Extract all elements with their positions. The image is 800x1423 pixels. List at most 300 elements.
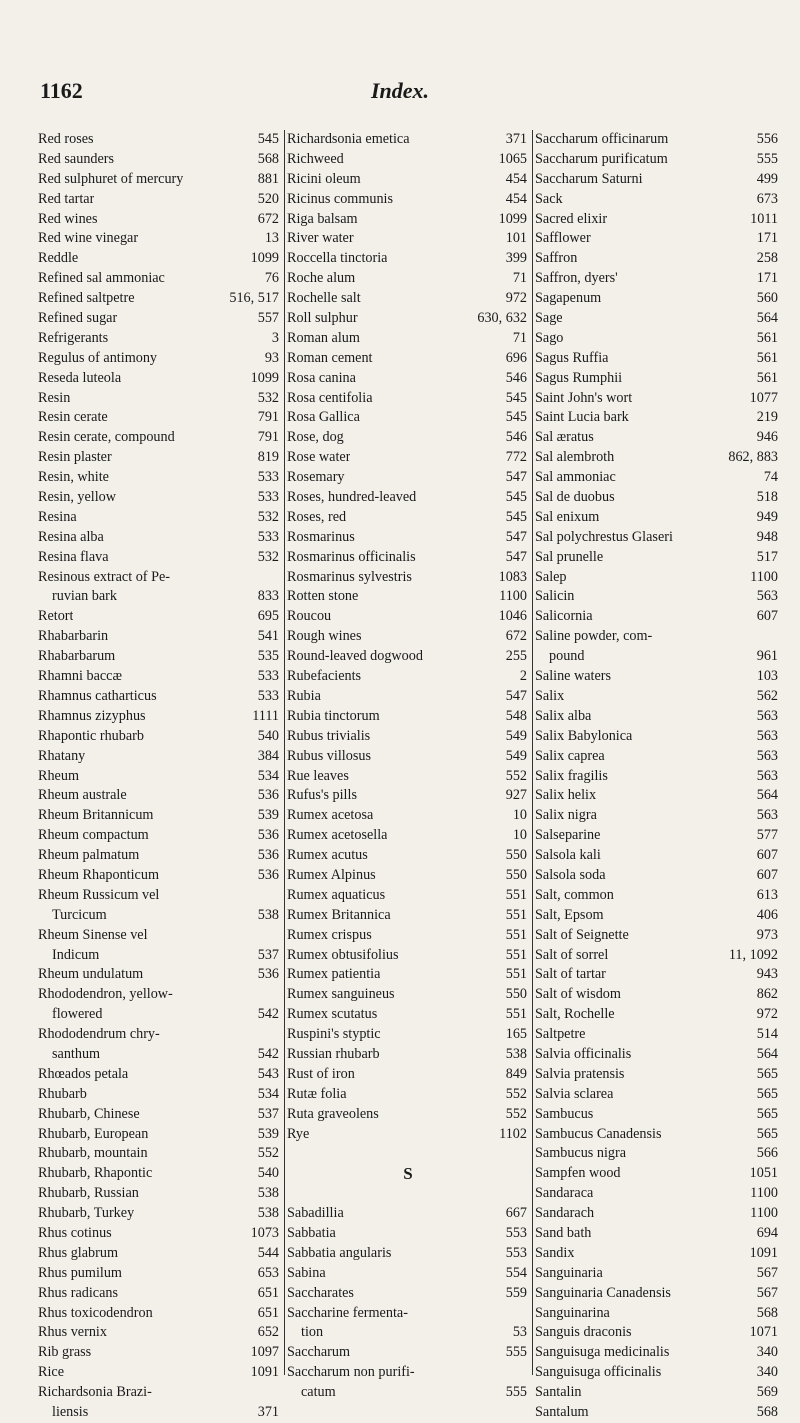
index-page-ref: 565 — [756, 1085, 778, 1102]
index-page-ref: 555 — [505, 1384, 527, 1401]
index-term: Rough wines — [287, 628, 362, 645]
index-term: Sandaraca — [535, 1185, 594, 1202]
index-entry — [38, 846, 284, 866]
index-page-ref: 565 — [756, 1065, 778, 1082]
index-term: Rib grass — [38, 1344, 92, 1361]
index-page-ref: 694 — [756, 1224, 778, 1241]
index-page-ref: 772 — [505, 449, 527, 466]
index-page-ref: 533 — [257, 489, 279, 506]
index-entry — [38, 329, 284, 349]
index-term: Sambucus — [535, 1105, 594, 1122]
index-entry — [532, 846, 780, 866]
index-term: tion — [301, 1324, 324, 1341]
index-entry — [284, 309, 532, 329]
index-entry — [532, 886, 780, 906]
index-entry — [532, 1085, 780, 1105]
column-divider — [284, 130, 285, 1375]
index-entry — [284, 886, 532, 906]
index-page-ref: 948 — [756, 528, 778, 545]
index-page-ref: 791 — [257, 409, 279, 426]
index-term: Rhus glabrum — [38, 1244, 118, 1261]
index-term: Rumex crispus — [287, 926, 372, 943]
index-entry — [532, 1264, 780, 1284]
index-entry — [38, 627, 284, 647]
index-entry — [284, 687, 532, 707]
index-page-ref: 568 — [756, 1404, 778, 1420]
index-page-ref: 819 — [257, 449, 279, 466]
index-page-ref: 862 — [756, 986, 778, 1003]
index-term: Rumex acutus — [287, 847, 368, 864]
index-entry — [284, 747, 532, 767]
index-page-ref: 539 — [257, 1125, 279, 1142]
index-term: Resin cerate, compound — [38, 429, 175, 446]
index-term: Indicum — [52, 946, 100, 963]
index-page-ref: 569 — [756, 1384, 778, 1401]
index-page-ref: 535 — [257, 648, 279, 665]
index-entry — [284, 906, 532, 926]
index-entry — [532, 1304, 780, 1324]
index-term: Saccharum officinarum — [535, 131, 669, 147]
index-entry — [532, 329, 780, 349]
index-term: Resina — [38, 508, 77, 525]
index-term: Rumex sanguineus — [287, 986, 395, 1003]
index-page-ref: 551 — [505, 946, 527, 963]
index-page-ref: 2 — [519, 668, 527, 685]
index-entry-continuation — [532, 647, 780, 667]
index-page-ref: 514 — [756, 1026, 778, 1043]
index-page-ref: 533 — [257, 668, 279, 685]
index-term: Rumex scutatus — [287, 1006, 378, 1023]
index-entry — [38, 806, 284, 826]
index-page-ref: 613 — [756, 886, 778, 903]
index-entry — [38, 747, 284, 767]
index-page-ref: 546 — [505, 369, 527, 386]
index-term: Salsola soda — [535, 866, 606, 883]
index-page-ref: 93 — [264, 349, 279, 366]
index-entry — [284, 448, 532, 468]
index-page-ref: 103 — [756, 668, 778, 685]
index-term: Rheum Rhaponticum — [38, 866, 159, 883]
index-column-3 — [532, 130, 780, 1420]
index-entry — [284, 428, 532, 448]
index-term: Rye — [287, 1125, 310, 1142]
index-page-ref: 536 — [257, 827, 279, 844]
index-term: Roll sulphur — [287, 310, 358, 327]
index-entry — [532, 786, 780, 806]
index-entry — [284, 1363, 532, 1383]
index-entry — [532, 727, 780, 747]
index-page-ref: 672 — [505, 628, 527, 645]
index-term: Rubus villosus — [287, 747, 371, 764]
index-page-ref: 630, 632 — [477, 310, 527, 327]
index-entry — [38, 210, 284, 230]
index-term: Refined sal ammoniac — [38, 270, 165, 287]
index-page-ref: 1091 — [250, 1364, 279, 1381]
index-term: Sage — [535, 310, 563, 327]
index-page-ref: 791 — [257, 429, 279, 446]
index-term: Resina flava — [38, 548, 109, 565]
index-term: Salix Babylonica — [535, 727, 633, 744]
index-page-ref: 562 — [756, 687, 778, 704]
index-page-ref: 652 — [257, 1324, 279, 1341]
index-term: Rosmarinus — [287, 528, 355, 545]
index-page-ref: 518 — [756, 489, 778, 506]
index-term: Salvia officinalis — [535, 1045, 632, 1062]
index-entry — [38, 1204, 284, 1224]
index-entry — [284, 249, 532, 269]
index-page-ref: 565 — [756, 1125, 778, 1142]
index-term: Rhus vernix — [38, 1324, 107, 1341]
index-page-ref: 563 — [756, 707, 778, 724]
index-term: Sago — [535, 329, 564, 346]
index-entry — [284, 1045, 532, 1065]
index-page-ref: 10 — [512, 807, 527, 824]
index-page-ref: 862, 883 — [728, 449, 778, 466]
index-entry — [284, 1224, 532, 1244]
index-page-ref: 10 — [512, 827, 527, 844]
index-term: Rumex acetosa — [287, 807, 374, 824]
index-page-ref: 554 — [505, 1264, 527, 1281]
index-term: Rhatany — [38, 747, 86, 764]
index-page-ref: 563 — [756, 747, 778, 764]
index-entry — [532, 1164, 780, 1184]
index-entry — [38, 150, 284, 170]
index-entry — [532, 1025, 780, 1045]
index-page-ref: 545 — [257, 131, 279, 147]
index-term: Rheum australe — [38, 787, 127, 804]
index-page-ref: 551 — [505, 886, 527, 903]
index-entry — [284, 965, 532, 985]
index-page-ref: 553 — [505, 1244, 527, 1261]
index-page-ref: 1051 — [749, 1165, 778, 1182]
index-page-ref: 371 — [257, 1404, 279, 1420]
index-page-ref: 563 — [756, 588, 778, 605]
index-term: Salt, Rochelle — [535, 1006, 615, 1023]
index-entry — [532, 1343, 780, 1363]
index-page-ref: 533 — [257, 528, 279, 545]
index-entry — [284, 488, 532, 508]
index-entry — [284, 269, 532, 289]
index-entry — [284, 607, 532, 627]
index-entry — [532, 150, 780, 170]
index-term: Sabadillia — [287, 1205, 344, 1222]
index-term: Saline powder, com- — [535, 628, 653, 645]
index-term: Retort — [38, 608, 74, 625]
index-term: Red roses — [38, 131, 94, 147]
index-page-ref: 1099 — [250, 250, 279, 267]
index-entry — [532, 130, 780, 150]
index-entry — [38, 1125, 284, 1145]
index-entry — [38, 269, 284, 289]
index-page-ref: 552 — [257, 1145, 279, 1162]
index-term: Resin plaster — [38, 449, 112, 466]
index-page-ref: 607 — [756, 866, 778, 883]
index-term: Saccharum purificatum — [535, 150, 668, 167]
index-term: Salt of Seignette — [535, 926, 629, 943]
index-entry — [532, 1284, 780, 1304]
index-term: Sal de duobus — [535, 489, 615, 506]
index-term: Rosmarinus officinalis — [287, 548, 416, 565]
index-term: Resin, yellow — [38, 489, 117, 506]
index-term: Rheum palmatum — [38, 847, 140, 864]
index-page-ref: 258 — [756, 250, 778, 267]
index-term: Riga balsam — [287, 210, 358, 227]
index-entry — [38, 488, 284, 508]
index-entry — [284, 170, 532, 190]
index-entry — [38, 528, 284, 548]
index-page-ref: 454 — [505, 170, 527, 187]
index-entry — [284, 548, 532, 568]
index-entry — [38, 786, 284, 806]
index-term: Rose water — [287, 449, 351, 466]
index-page-ref: 568 — [257, 150, 279, 167]
index-page-ref: 540 — [257, 727, 279, 744]
index-entry — [532, 627, 780, 647]
index-entry — [532, 687, 780, 707]
index-term: Sambucus Canadensis — [535, 1125, 662, 1142]
index-entry — [38, 826, 284, 846]
index-page-ref: 340 — [756, 1344, 778, 1361]
index-term: Resina alba — [38, 528, 104, 545]
index-page-ref: 533 — [257, 687, 279, 704]
index-entry — [38, 1184, 284, 1204]
index-term: Salicornia — [535, 608, 593, 625]
index-term: Salt, common — [535, 886, 614, 903]
index-term: Sagus Ruffia — [535, 349, 609, 366]
index-entry — [284, 130, 532, 150]
index-term: Salvia pratensis — [535, 1065, 625, 1082]
index-page-ref: 517 — [756, 548, 778, 565]
index-page-ref: 1071 — [749, 1324, 778, 1341]
index-term: Safflower — [535, 230, 591, 247]
index-term: Red wine vinegar — [38, 230, 139, 247]
index-page-ref: 533 — [257, 469, 279, 486]
index-page-ref: 76 — [264, 270, 279, 287]
index-entry — [284, 508, 532, 528]
index-term: Rust of iron — [287, 1065, 355, 1082]
index-term: Rhamnus zizyphus — [38, 707, 146, 724]
index-entry — [38, 1343, 284, 1363]
index-term: Sandix — [535, 1244, 575, 1261]
index-entry — [38, 349, 284, 369]
index-entry — [38, 1224, 284, 1244]
index-term: Salt of sorrel — [535, 946, 609, 963]
index-page-ref: 564 — [756, 310, 778, 327]
index-term: Rhabarbarin — [38, 628, 109, 645]
index-term: Rhapontic rhubarb — [38, 727, 144, 744]
index-term: Rutæ folia — [287, 1085, 347, 1102]
index-entry — [532, 1403, 780, 1423]
index-term: Rhabarbarum — [38, 648, 116, 665]
index-page-ref: 454 — [505, 190, 527, 207]
index-page-ref: 384 — [257, 747, 279, 764]
index-entry — [532, 528, 780, 548]
index-entry — [532, 1224, 780, 1244]
index-entry — [284, 1065, 532, 1085]
column-divider — [532, 130, 533, 1375]
index-term: Sanguinaria — [535, 1264, 603, 1281]
index-term: Rumex aquaticus — [287, 886, 386, 903]
index-page-ref: 545 — [505, 409, 527, 426]
index-term: Red wines — [38, 210, 98, 227]
index-term: Salix caprea — [535, 747, 605, 764]
index-page-ref: 547 — [505, 548, 527, 565]
index-entry — [284, 1264, 532, 1284]
index-entry — [284, 528, 532, 548]
index-term: Rhubarb, Rhapontic — [38, 1165, 153, 1182]
index-term: Resinous extract of Pe- — [38, 568, 170, 585]
index-entry — [38, 985, 284, 1005]
index-entry — [532, 946, 780, 966]
index-term: Sanguinarina — [535, 1304, 610, 1321]
index-entry — [284, 587, 532, 607]
index-term: Salvia sclarea — [535, 1085, 614, 1102]
index-term: Rumex obtusifolius — [287, 946, 399, 963]
index-term: Rhubarb, Russian — [38, 1185, 139, 1202]
index-entry — [284, 190, 532, 210]
index-entry — [532, 369, 780, 389]
index-entry-continuation — [284, 1383, 532, 1403]
index-term: Salt of tartar — [535, 966, 606, 983]
index-term: Red saunders — [38, 150, 115, 167]
index-entry — [532, 1244, 780, 1264]
index-page-ref: 927 — [505, 787, 527, 804]
index-page-ref: 1099 — [250, 369, 279, 386]
index-entry — [532, 548, 780, 568]
index-term: Rhubarb, Turkey — [38, 1205, 135, 1222]
index-entry-continuation — [38, 1045, 284, 1065]
index-term: Sandarach — [535, 1205, 595, 1222]
index-page-ref: 1111 — [252, 707, 279, 724]
index-entry — [532, 408, 780, 428]
index-column-2 — [284, 130, 532, 1401]
index-entry — [284, 826, 532, 846]
index-page-ref: 542 — [257, 1045, 279, 1062]
index-term: Roccella tinctoria — [287, 250, 388, 267]
index-term: Sal ammoniac — [535, 469, 616, 486]
index-term: Saccharates — [287, 1284, 354, 1301]
index-term: Saint John's wort — [535, 389, 633, 406]
index-entry — [38, 866, 284, 886]
index-term: Rhamni baccæ — [38, 668, 122, 685]
index-entry — [38, 667, 284, 687]
index-term: Rubia tinctorum — [287, 707, 380, 724]
index-term: Rhododendron, yellow- — [38, 986, 173, 1003]
index-page-ref: 550 — [505, 847, 527, 864]
index-term: Rotten stone — [287, 588, 359, 605]
index-term: Saline waters — [535, 668, 612, 685]
index-entry — [532, 1105, 780, 1125]
index-term: Rochelle salt — [287, 290, 361, 307]
index-term: Rhus toxicodendron — [38, 1304, 153, 1321]
index-entry — [38, 607, 284, 627]
index-entry — [532, 1005, 780, 1025]
index-page-ref: 564 — [756, 1045, 778, 1062]
index-term: Sanguisuga medicinalis — [535, 1344, 670, 1361]
index-entry — [38, 727, 284, 747]
index-term: Rosa canina — [287, 369, 356, 386]
index-term: ruvian bark — [52, 588, 118, 605]
index-entry — [38, 229, 284, 249]
index-term: Salix nigra — [535, 807, 597, 824]
index-term: Roses, red — [287, 508, 347, 525]
index-entry — [284, 1244, 532, 1264]
index-page-ref: 551 — [505, 906, 527, 923]
index-page-ref: 534 — [257, 767, 279, 784]
index-term: Sack — [535, 190, 563, 207]
index-term: Salix — [535, 687, 565, 704]
index-page-ref: 972 — [756, 1006, 778, 1023]
index-term: Roucou — [287, 608, 332, 625]
index-page-ref: 538 — [257, 1205, 279, 1222]
index-entry — [284, 1105, 532, 1125]
index-entry — [284, 210, 532, 230]
index-entry — [284, 408, 532, 428]
index-page-ref: 564 — [756, 787, 778, 804]
index-page-ref: 539 — [257, 807, 279, 824]
index-entry — [284, 1025, 532, 1045]
index-columns — [38, 130, 780, 1420]
index-term: Sabina — [287, 1264, 326, 1281]
index-entry — [284, 349, 532, 369]
index-entry — [38, 468, 284, 488]
index-page-ref: 544 — [257, 1244, 279, 1261]
index-page-ref: 552 — [505, 1105, 527, 1122]
index-page-ref: 171 — [756, 230, 778, 247]
index-page-ref: 849 — [505, 1065, 527, 1082]
index-page-ref: 1077 — [749, 389, 778, 406]
index-entry — [284, 1125, 532, 1145]
index-entry — [532, 1383, 780, 1403]
index-term: Rosa Gallica — [287, 409, 360, 426]
index-page-ref: 672 — [257, 210, 279, 227]
index-term: Rhubarb — [38, 1085, 87, 1102]
index-term: Rose, dog — [287, 429, 344, 446]
index-term: Roman cement — [287, 349, 373, 366]
index-page-ref: 551 — [505, 926, 527, 943]
index-page-ref: 577 — [756, 827, 778, 844]
index-page-ref: 532 — [257, 548, 279, 565]
index-page-ref: 543 — [257, 1065, 279, 1082]
index-page-ref: 101 — [505, 230, 527, 247]
page-title: Index. — [370, 78, 430, 103]
index-entry — [38, 1164, 284, 1184]
index-term: Ricinus communis — [287, 190, 394, 207]
index-page-ref: 536 — [257, 866, 279, 883]
index-term: Sabbatia — [287, 1225, 336, 1241]
index-entry — [38, 170, 284, 190]
index-term: Salix alba — [535, 707, 592, 724]
index-entry — [38, 389, 284, 409]
index-entry — [532, 767, 780, 787]
index-entry — [532, 389, 780, 409]
index-page-ref: 538 — [257, 1185, 279, 1202]
index-term: Saffron — [535, 250, 578, 267]
index-entry — [38, 568, 284, 588]
index-term: Refined sugar — [38, 310, 118, 327]
index-entry — [532, 468, 780, 488]
index-term: Ricini oleum — [287, 170, 361, 187]
index-entry-continuation — [38, 587, 284, 607]
index-entry — [38, 369, 284, 389]
index-term: Sanguisuga officinalis — [535, 1364, 662, 1381]
index-page-ref: 255 — [505, 648, 527, 665]
index-page-ref: 563 — [756, 767, 778, 784]
index-entry — [38, 1025, 284, 1045]
index-entry — [284, 1085, 532, 1105]
index-entry — [532, 607, 780, 627]
index-page-ref: 1100 — [750, 568, 778, 585]
